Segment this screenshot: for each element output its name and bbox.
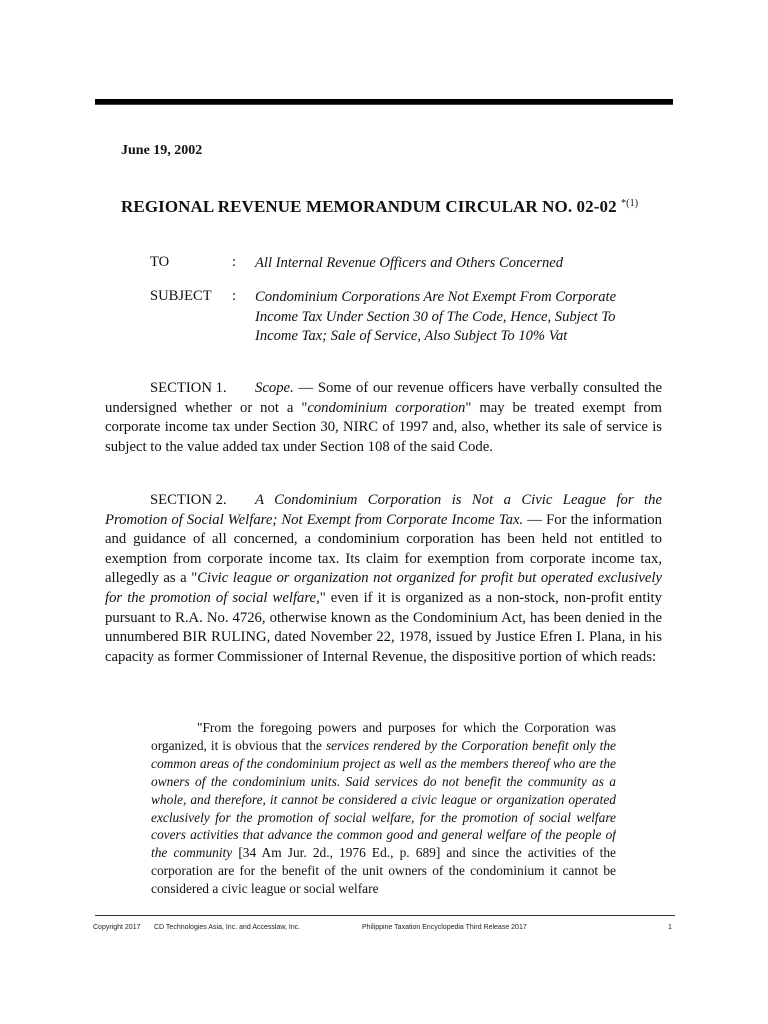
section-2-text-b: ," even if it is organized as a non-stock, non-profit entity pursuant to R.A. No. 4726, otherwise known as the Condominium Act, has been denied in the unnumbered BIR RULING, dated November 22, 1978, issued by Justice Efren I. Plana, in his capacity as former Commissioner of Internal Revenue, the dispositive portion of which reads: [105,589,662,665]
to-label: TO [150,254,170,270]
footer-copyright: Copyright 2017 [93,924,141,931]
section-2-term: Civic league or organization not organized for profit but operated exclusively for the promotion of social welfare [105,570,662,606]
quote-text-a: "From the foregoing powers and purposes for which the Corporation was organized, it is obvious that the [151,720,616,753]
ruling-quote [151,719,616,917]
footer-page-number: 1 [668,924,672,931]
section-2-label: SECTION 2. [150,492,227,508]
footer-publisher: CD Technologies Asia, Inc. and Accesslaw, Inc. [154,924,301,931]
subject-row [0,288,768,368]
quote-italic: services rendered by the Corporation benefit only the common areas of the condominium project as well as the members thereof who are the owners of the condominium units. Said services do not benefit the community as a whole, and therefore, it cannot be considered a civic league or organization operated exclusively for the promotion of social welfare, for the promotion of social welfare covers activities that advance the common good and general welfare of the people of the community [151,737,616,861]
to-row [0,254,768,276]
footer-rule [95,915,675,916]
to-value: All Internal Revenue Officers and Others Concerned [255,255,564,271]
subject-label: SUBJECT [150,288,212,304]
section-2-heading: A Condominium Corporation is Not a Civic League for the Promotion of Social Welfare; Not Exempt from Corporate Income Tax. [105,492,662,528]
to-colon: : [232,254,237,270]
footer-release: Philippine Taxation Encyclopedia Third Release 2017 [362,924,527,931]
document-date: June 19, 2002 [121,143,203,158]
title-text: REGIONAL REVENUE MEMORANDUM CIRCULAR NO. 02-02 [121,197,617,216]
section-1 [105,379,662,457]
section-2 [105,491,662,667]
subject-value: Condominium Corporations Are Not Exempt From Corporate Income Tax Under Section 30 of The Code, Hence, Subject To Income Tax; Sale of Service, Also Subject To 10% Vat [255,289,617,344]
title-footnote: *(1) [621,198,639,209]
section-1-heading: Scope. [255,380,294,396]
quote-text-b: [34 Am Jur. 2d., 1976 Ed., p. 689] and since the activities of the corporation are for the benefit of the unit owners of the condominium it cannot be considered a civic league or social welfare [151,845,616,897]
section-2-text-a: — For the information and guidance of all concerned, a condominium corporation has been held not entitled to exemption from corporate income tax. Its claim for exemption from corporate income tax, allegedly as a " [105,511,662,587]
document-title [121,197,638,217]
header-rule-thin [95,104,673,105]
subject-colon: : [232,288,237,304]
section-1-text-b: " may be treated exempt from corporate income tax under Section 30, NIRC of 1997 and, also, whether its sale of service is subject to the value added tax under Section 108 of the said Code. [105,399,662,455]
section-1-term: condominium corporation [307,399,466,416]
section-1-label: SECTION 1. [150,380,227,396]
section-1-text-a: — Some of our revenue officers have verbally consulted the undersigned whether or not a " [105,380,662,416]
